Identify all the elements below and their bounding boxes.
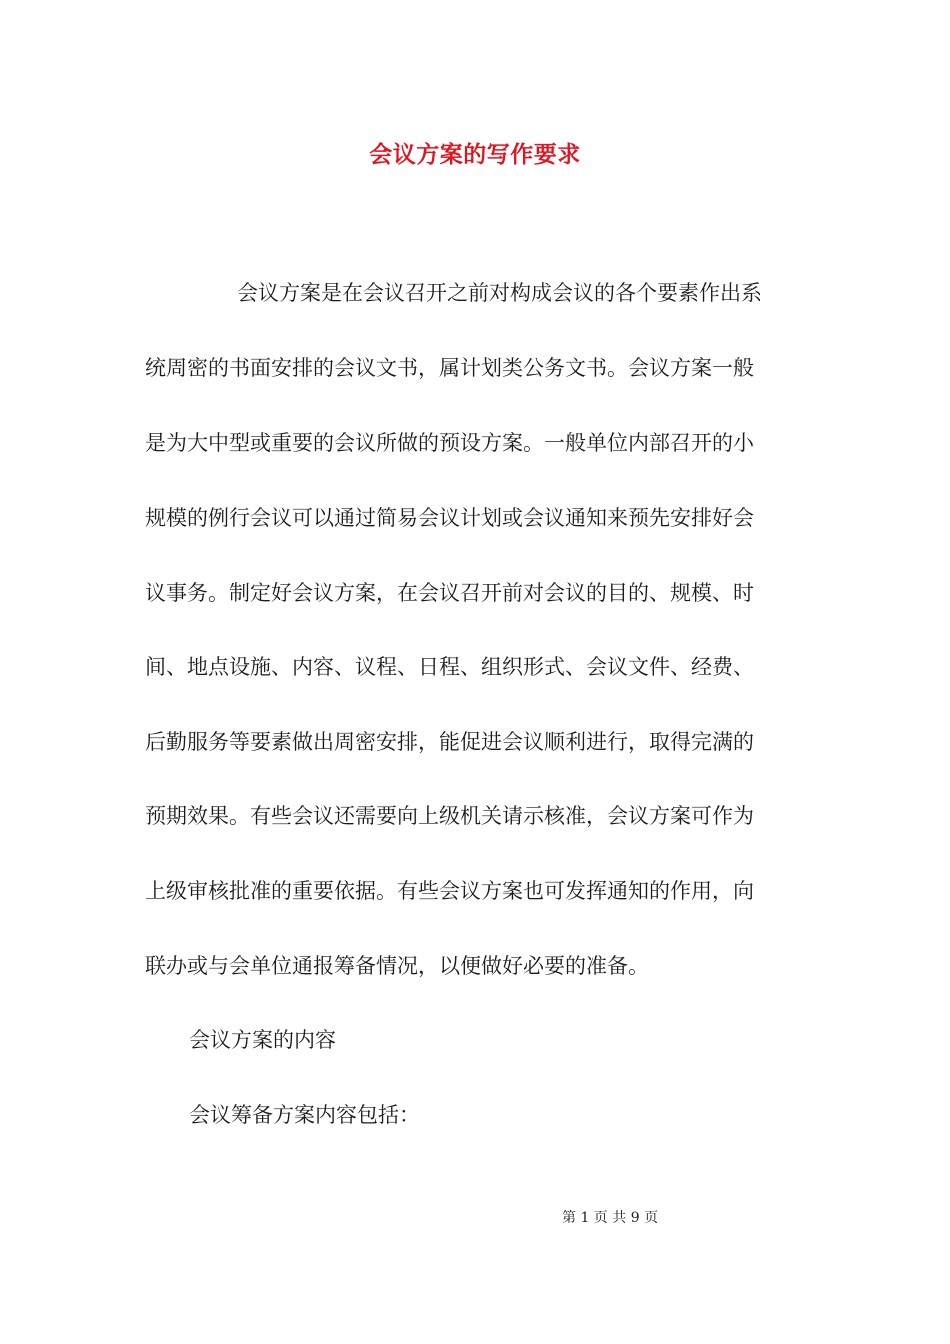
paragraph-line: 议事务。制定好会议方案，在会议召开前对会议的目的、规模、时: [145, 581, 754, 605]
section-heading: 会议方案的内容: [189, 1028, 336, 1052]
paragraph-line: 会议方案是在会议召开之前对构成会议的各个要素作出系: [237, 281, 762, 305]
document-title: 会议方案的写作要求: [369, 141, 581, 168]
paragraph-line: 后勤服务等要素做出周密安排，能促进会议顺利进行，取得完满的: [145, 730, 754, 754]
paragraph-line: 联办或与会单位通报筹备情况，以便做好必要的准备。: [145, 954, 649, 978]
paragraph-line: 预期效果。有些会议还需要向上级机关请示核准，会议方案可作为: [145, 804, 754, 828]
paragraph-line: 上级审核批准的重要依据。有些会议方案也可发挥通知的作用，向: [145, 879, 754, 903]
subsection-text: 会议筹备方案内容包括：: [189, 1103, 420, 1127]
paragraph-line: 间、地点设施、内容、议程、日程、组织形式、会议文件、经费、: [145, 655, 754, 679]
paragraph-line: 是为大中型或重要的会议所做的预设方案。一般单位内部召开的小: [145, 431, 754, 455]
paragraph-line: 规模的例行会议可以通过简易会议计划或会议通知来预先安排好会: [145, 506, 754, 530]
page-number-footer: 第 1 页 共 9 页: [562, 1210, 659, 1226]
paragraph-line: 统周密的书面安排的会议文书，属计划类公务文书。会议方案一般: [145, 356, 754, 380]
